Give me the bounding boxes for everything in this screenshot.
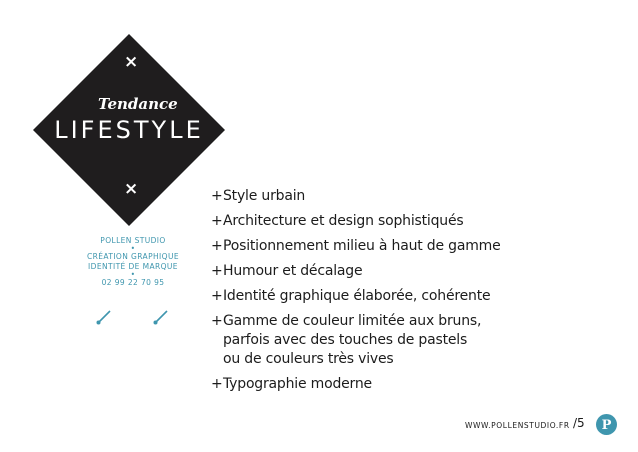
badge-title: LIFESTYLE xyxy=(54,116,204,144)
list-item xyxy=(211,234,521,259)
feature-text: Positionnement milieu à haut de gamme xyxy=(223,238,501,254)
feature-text: Identité graphique élaborée, cohérente xyxy=(223,288,491,304)
plus-marker: + xyxy=(211,238,223,254)
pollen-logo xyxy=(596,414,617,435)
moon-icon xyxy=(126,308,144,326)
studio-service-1: CRÉATION GRAPHIQUE xyxy=(87,252,179,261)
plus-marker: + xyxy=(211,213,223,229)
separator-dot: • xyxy=(130,270,136,279)
plus-marker: + xyxy=(211,288,223,304)
svg-text:P: P xyxy=(601,418,612,433)
list-item xyxy=(211,259,521,284)
feature-list xyxy=(211,184,521,397)
list-item xyxy=(211,184,521,209)
feature-text: Architecture et design sophistiqués xyxy=(223,213,464,229)
close-icon: × xyxy=(124,52,139,72)
plus-marker: + xyxy=(211,376,223,392)
list-item xyxy=(211,284,521,309)
page-number: /5 xyxy=(573,416,585,430)
list-item xyxy=(211,372,521,397)
studio-phone: 02 99 22 70 95 xyxy=(101,278,165,287)
plus-marker: + xyxy=(211,313,223,329)
studio-service-2: IDENTITÉ DE MARQUE xyxy=(88,262,178,271)
brush-icon xyxy=(152,308,170,326)
badge-script-title: Tendance xyxy=(98,95,178,113)
plus-marker: + xyxy=(211,263,223,279)
studio-icons xyxy=(95,308,175,328)
plus-marker: + xyxy=(211,188,223,204)
feature-text: Humour et décalage xyxy=(223,263,363,279)
feature-text: Gamme de couleur limitée aux bruns, parfois avec des touches de pastels ou de couleurs très vives xyxy=(223,313,482,367)
website-link[interactable]: WWW.POLLENSTUDIO.FR xyxy=(465,421,570,430)
studio-name: POLLEN STUDIO xyxy=(100,236,166,245)
feature-text: Style urbain xyxy=(223,188,306,204)
close-icon: × xyxy=(124,179,139,199)
list-item xyxy=(211,309,521,372)
studio-info xyxy=(68,236,198,288)
feature-text: Typographie moderne xyxy=(223,376,372,392)
brush-icon xyxy=(95,308,113,326)
list-item xyxy=(211,209,521,234)
separator-dot: • xyxy=(130,244,136,253)
